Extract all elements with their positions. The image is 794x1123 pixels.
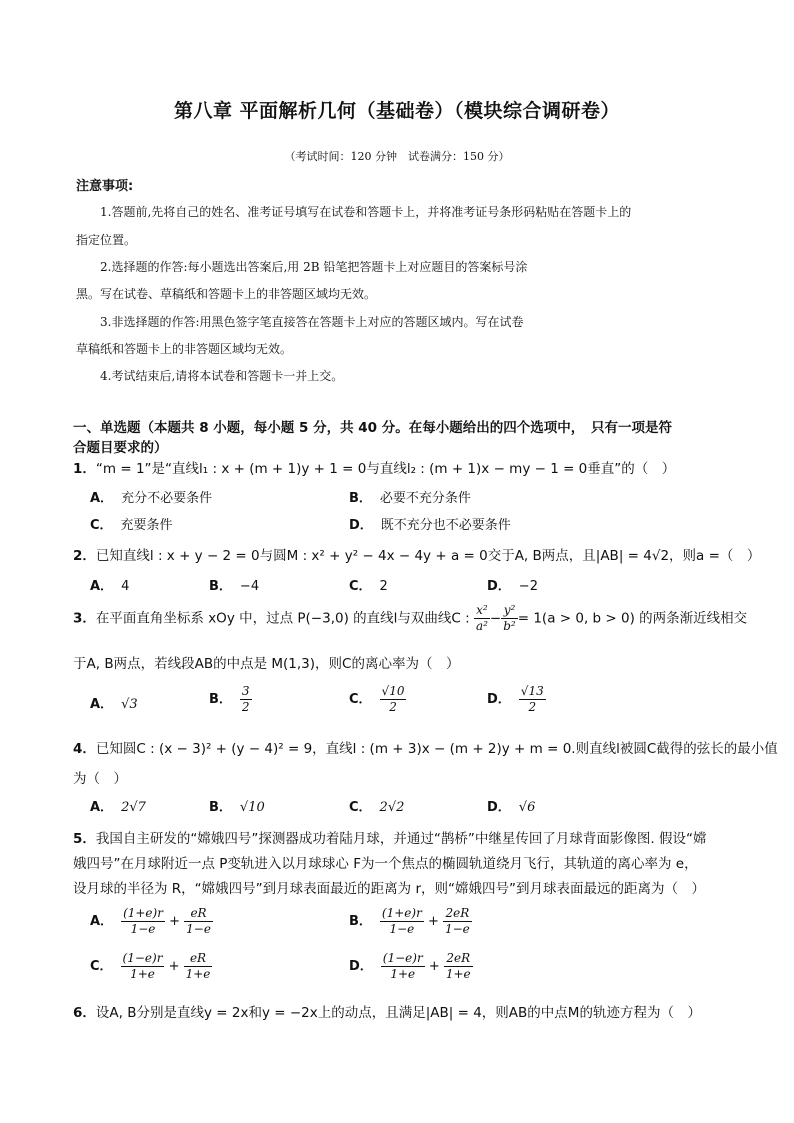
- question-3-line-2: 于A, B两点，若线段AB的中点是 M(1,3)，则C的离心率为（ ）: [73, 656, 460, 672]
- question-number: 2．: [73, 548, 96, 564]
- q2-option-c[interactable]: C． 2: [349, 579, 388, 594]
- page-title: 第八章 平面解析几何（基础卷）（模块综合调研卷）: [173, 100, 621, 122]
- question-text: 设A, B分别是直线y = 2x和y = −2x上的动点，且满足|AB| = 4，则AB的中点M的轨迹方程为（ ）: [95, 1005, 701, 1021]
- question-text: 我国自主研发的“嫦娥四号”探测器成功着陆月球，并通过“鹊桥”中继星传回了月球背面影像图. 假设“嫦: [95, 831, 707, 847]
- question-text: “m = 1”是“直线l₁ : x + (m + 1)y + 1 = 0与直线l₂ : (m + 1)x − my − 1 = 0垂直”的（ ）: [95, 461, 676, 477]
- q4-option-c[interactable]: C． 2√2: [349, 800, 405, 815]
- q5-option-b[interactable]: B． $\frac{(1+e)r}{1-e}$ + $\frac{2eR}{1-e}$: [349, 906, 470, 936]
- exam-info: （考试时间：120 分钟 试卷满分：150 分）: [284, 150, 510, 163]
- note-line-5: 3.非选择题的作答:用黑色签字笔直接答在答题卡上对应的答题区域内。写在试卷: [100, 315, 524, 329]
- note-line-6: 草稿纸和答题卡上的非答题区域均无效。: [76, 342, 293, 356]
- section-heading-line-2: 合题目要求的）: [73, 440, 168, 456]
- question-text-start: 在平面直角坐标系 xOy 中，过点 P(−3,0) 的直线l与双曲线C :: [95, 610, 470, 627]
- question-6: [73, 1001, 701, 1021]
- q2-option-a[interactable]: A． 4: [90, 579, 130, 594]
- q1-option-b[interactable]: B． 必要不充分条件: [349, 491, 471, 506]
- q2-option-b[interactable]: B． −4: [209, 579, 260, 594]
- fraction: $\frac{\text{x²}}{\text{a²}}$: [475, 603, 488, 633]
- question-3: 3．在平面直角坐标系 xOy 中，过点 P(−3,0) 的直线l与双曲线C : $\frac{\text{x²}}{\text{a²}}$ − $\frac{\text{y²}}{\text{b²}}$ = 1(a > 0, b > 0) 的两条渐近线相交: [73, 603, 748, 633]
- question-4-line-2: 为（ ）: [73, 771, 127, 787]
- q2-option-d[interactable]: D． −2: [487, 579, 538, 594]
- notes-heading: 注意事项:: [76, 179, 134, 194]
- note-line-2: 指定位置。: [76, 233, 137, 247]
- question-number: 1．: [73, 461, 96, 477]
- q3-option-b[interactable]: B． $\frac{3}{2}$: [209, 684, 250, 714]
- q4-option-a[interactable]: A． 2√7: [90, 800, 146, 815]
- question-number: 4．: [73, 741, 96, 757]
- note-line-7: 4.考试结束后,请将本试卷和答题卡一并上交。: [100, 369, 344, 383]
- question-5-line-2: 娥四号”在月球附近一点 P变轨进入以月球球心 F为一个焦点的椭圆轨道绕月飞行，其轨道的离心率为 e，: [73, 856, 698, 872]
- q1-option-c[interactable]: C． 充要条件: [90, 518, 173, 533]
- note-line-4: 黑。写在试卷、草稿纸和答题卡上的非答题区域均无效。: [76, 287, 377, 301]
- q3-option-c[interactable]: C． $\frac{√10}{2}$: [349, 684, 405, 714]
- question-1: [73, 457, 675, 477]
- q4-option-d[interactable]: D． √6: [487, 800, 536, 815]
- q1-option-d[interactable]: D． 既不充分也不必要条件: [349, 518, 511, 533]
- fraction: $\frac{\text{y²}}{\text{b²}}$: [503, 603, 516, 633]
- q5-option-d[interactable]: D． $\frac{(1-e)r}{1+e}$ + $\frac{2eR}{1+e}$: [349, 951, 471, 981]
- q1-option-a[interactable]: A． 充分不必要条件: [90, 491, 213, 506]
- q3-option-d[interactable]: D． $\frac{√13}{2}$: [487, 684, 544, 714]
- q5-option-a[interactable]: A． $\frac{(1+e)r}{1-e}$ + $\frac{eR}{1-e}$: [90, 906, 211, 936]
- question-5-line-3: 设月球的半径为 R，“嫦娥四号”到月球表面最近的距离为 r，则“嫦娥四号”到月球表面最远的距离为（ ）: [73, 881, 705, 897]
- section-heading-line-1: 一、单选题（本题共 8 小题，每小题 5 分，共 40 分。在每小题给出的四个选项中， 只有一项是符: [73, 420, 673, 436]
- question-text: 已知直线l : x + y − 2 = 0与圆M : x² + y² − 4x − 4y + a = 0交于A, B两点，且|AB| = 4√2，则a =（ ）: [95, 548, 761, 564]
- question-4: [73, 737, 778, 757]
- question-text: 已知圆C : (x − 3)² + (y − 4)² = 9，直线l : (m + 3)x − (m + 2)y + m = 0.则直线l被圆C截得的弦长的最小值: [95, 741, 778, 757]
- question-number: 3．: [73, 610, 96, 627]
- q4-option-b[interactable]: B． √10: [209, 800, 265, 815]
- question-number: 6．: [73, 1005, 96, 1021]
- q5-option-c[interactable]: C． $\frac{(1-e)r}{1+e}$ + $\frac{eR}{1+e}$: [90, 951, 211, 981]
- question-2: [73, 544, 760, 564]
- question-text-end: = 1(a > 0, b > 0) 的两条渐近线相交: [517, 610, 748, 627]
- question-5: [73, 827, 706, 847]
- q3-option-a[interactable]: A． √3: [90, 697, 138, 712]
- question-number: 5．: [73, 831, 96, 847]
- note-line-3: 2.选择题的作答:每小题选出答案后,用 2B 铅笔把答题卡上对应题目的答案标号涂: [100, 260, 528, 274]
- note-line-1: 1.答题前,先将自己的姓名、准考证号填写在试卷和答题卡上，并将准考证号条形码粘贴在答题卡上的: [100, 205, 632, 219]
